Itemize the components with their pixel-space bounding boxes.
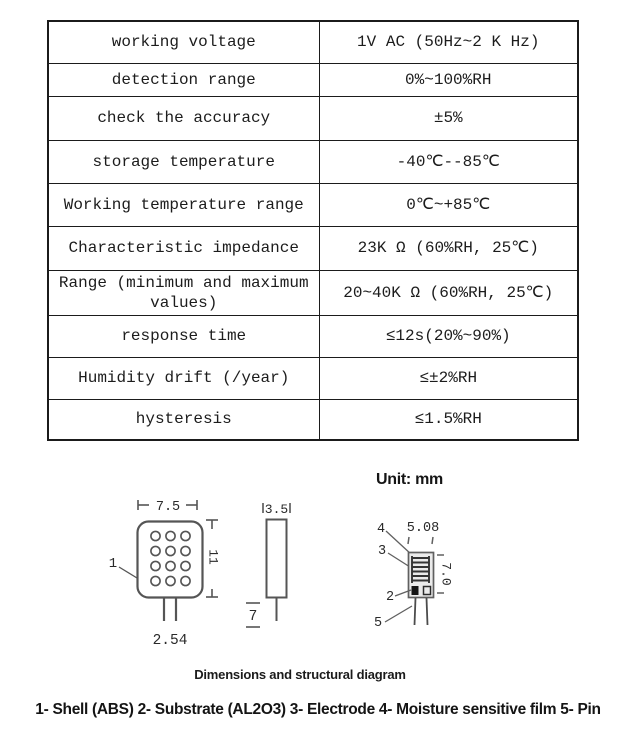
sensor-front-view: [109, 500, 221, 649]
spec-label-cell: response time: [48, 315, 319, 357]
spec-label-cell: Range (minimum and maximum values): [48, 270, 319, 315]
electrode-ref-label: 3: [377, 544, 387, 559]
spec-value-cell: -40℃--85℃: [319, 140, 578, 183]
front-pins: [164, 598, 176, 621]
spec-row: [48, 140, 578, 183]
spec-value-cell: 1V AC (50Hz~2 K Hz): [319, 21, 578, 63]
shell-leader-line: [119, 567, 137, 578]
unit-label: Unit: mm: [376, 471, 443, 488]
diagram-caption: Dimensions and structural diagram: [194, 667, 406, 682]
spec-value-cell: 23K Ω (60%RH, 25℃): [319, 226, 578, 270]
parts-legend: 1- Shell (ABS) 2- Substrate (AL2O3) 3- Electrode 4- Moisture sensitive film 5- Pin: [35, 701, 601, 718]
spec-value-cell: ≤12s(20%~90%): [319, 315, 578, 357]
spec-row: [48, 226, 578, 270]
spec-row: [48, 357, 578, 399]
shell-ref-label: 1: [108, 556, 118, 572]
front-height-dim: 11: [205, 549, 221, 565]
spec-label-cell: storage temperature: [48, 140, 319, 183]
pin-pitch-dim: 2.54: [152, 633, 188, 649]
spec-label-cell: Characteristic impedance: [48, 226, 319, 270]
spec-label-cell: Humidity drift (/year): [48, 357, 319, 399]
pin-leader-line: [385, 606, 412, 622]
spec-value-cell: ≤1.5%RH: [319, 399, 578, 440]
shell-holes: [151, 531, 190, 585]
spec-label-cell: Working temperature range: [48, 183, 319, 226]
sensor-structure-view: [374, 521, 454, 631]
pin-length-dim: 7: [248, 609, 258, 625]
spec-row: [48, 399, 578, 440]
structure-pins: [415, 598, 428, 625]
spec-row: [48, 21, 578, 63]
spec-row: [48, 63, 578, 96]
spec-label-cell: check the accuracy: [48, 96, 319, 140]
structure-width-ticks: [408, 537, 433, 544]
structure-width-dim: 5.08: [406, 521, 440, 536]
spec-row: [48, 315, 578, 357]
spec-label-cell: hysteresis: [48, 399, 319, 440]
spec-table: [47, 20, 579, 441]
sensor-side-view: [246, 502, 290, 627]
spec-value-cell: 0%~100%RH: [319, 63, 578, 96]
spec-value-cell: 20~40K Ω (60%RH, 25℃): [319, 270, 578, 315]
left-pad: [412, 586, 419, 595]
substrate-ref-label: 2: [385, 590, 395, 605]
spec-label-cell: detection range: [48, 63, 319, 96]
front-width-dim: 7.5: [155, 500, 181, 515]
film-ref-label: 4: [376, 522, 386, 537]
spec-value-cell: ≤±2%RH: [319, 357, 578, 399]
spec-value-cell: ±5%: [319, 96, 578, 140]
electrode-leader-line: [388, 553, 410, 567]
spec-row: [48, 183, 578, 226]
side-body-outline: [267, 520, 287, 598]
spec-row: [48, 96, 578, 140]
spec-row: [48, 270, 578, 315]
dimensions-diagram: [0, 455, 619, 655]
spec-value-cell: 0℃~+85℃: [319, 183, 578, 226]
spec-label-cell: working voltage: [48, 21, 319, 63]
structure-height-dim: 7.0: [438, 562, 454, 586]
side-thickness-dim: 3.5: [264, 502, 289, 517]
pin-ref-label: 5: [373, 616, 383, 631]
